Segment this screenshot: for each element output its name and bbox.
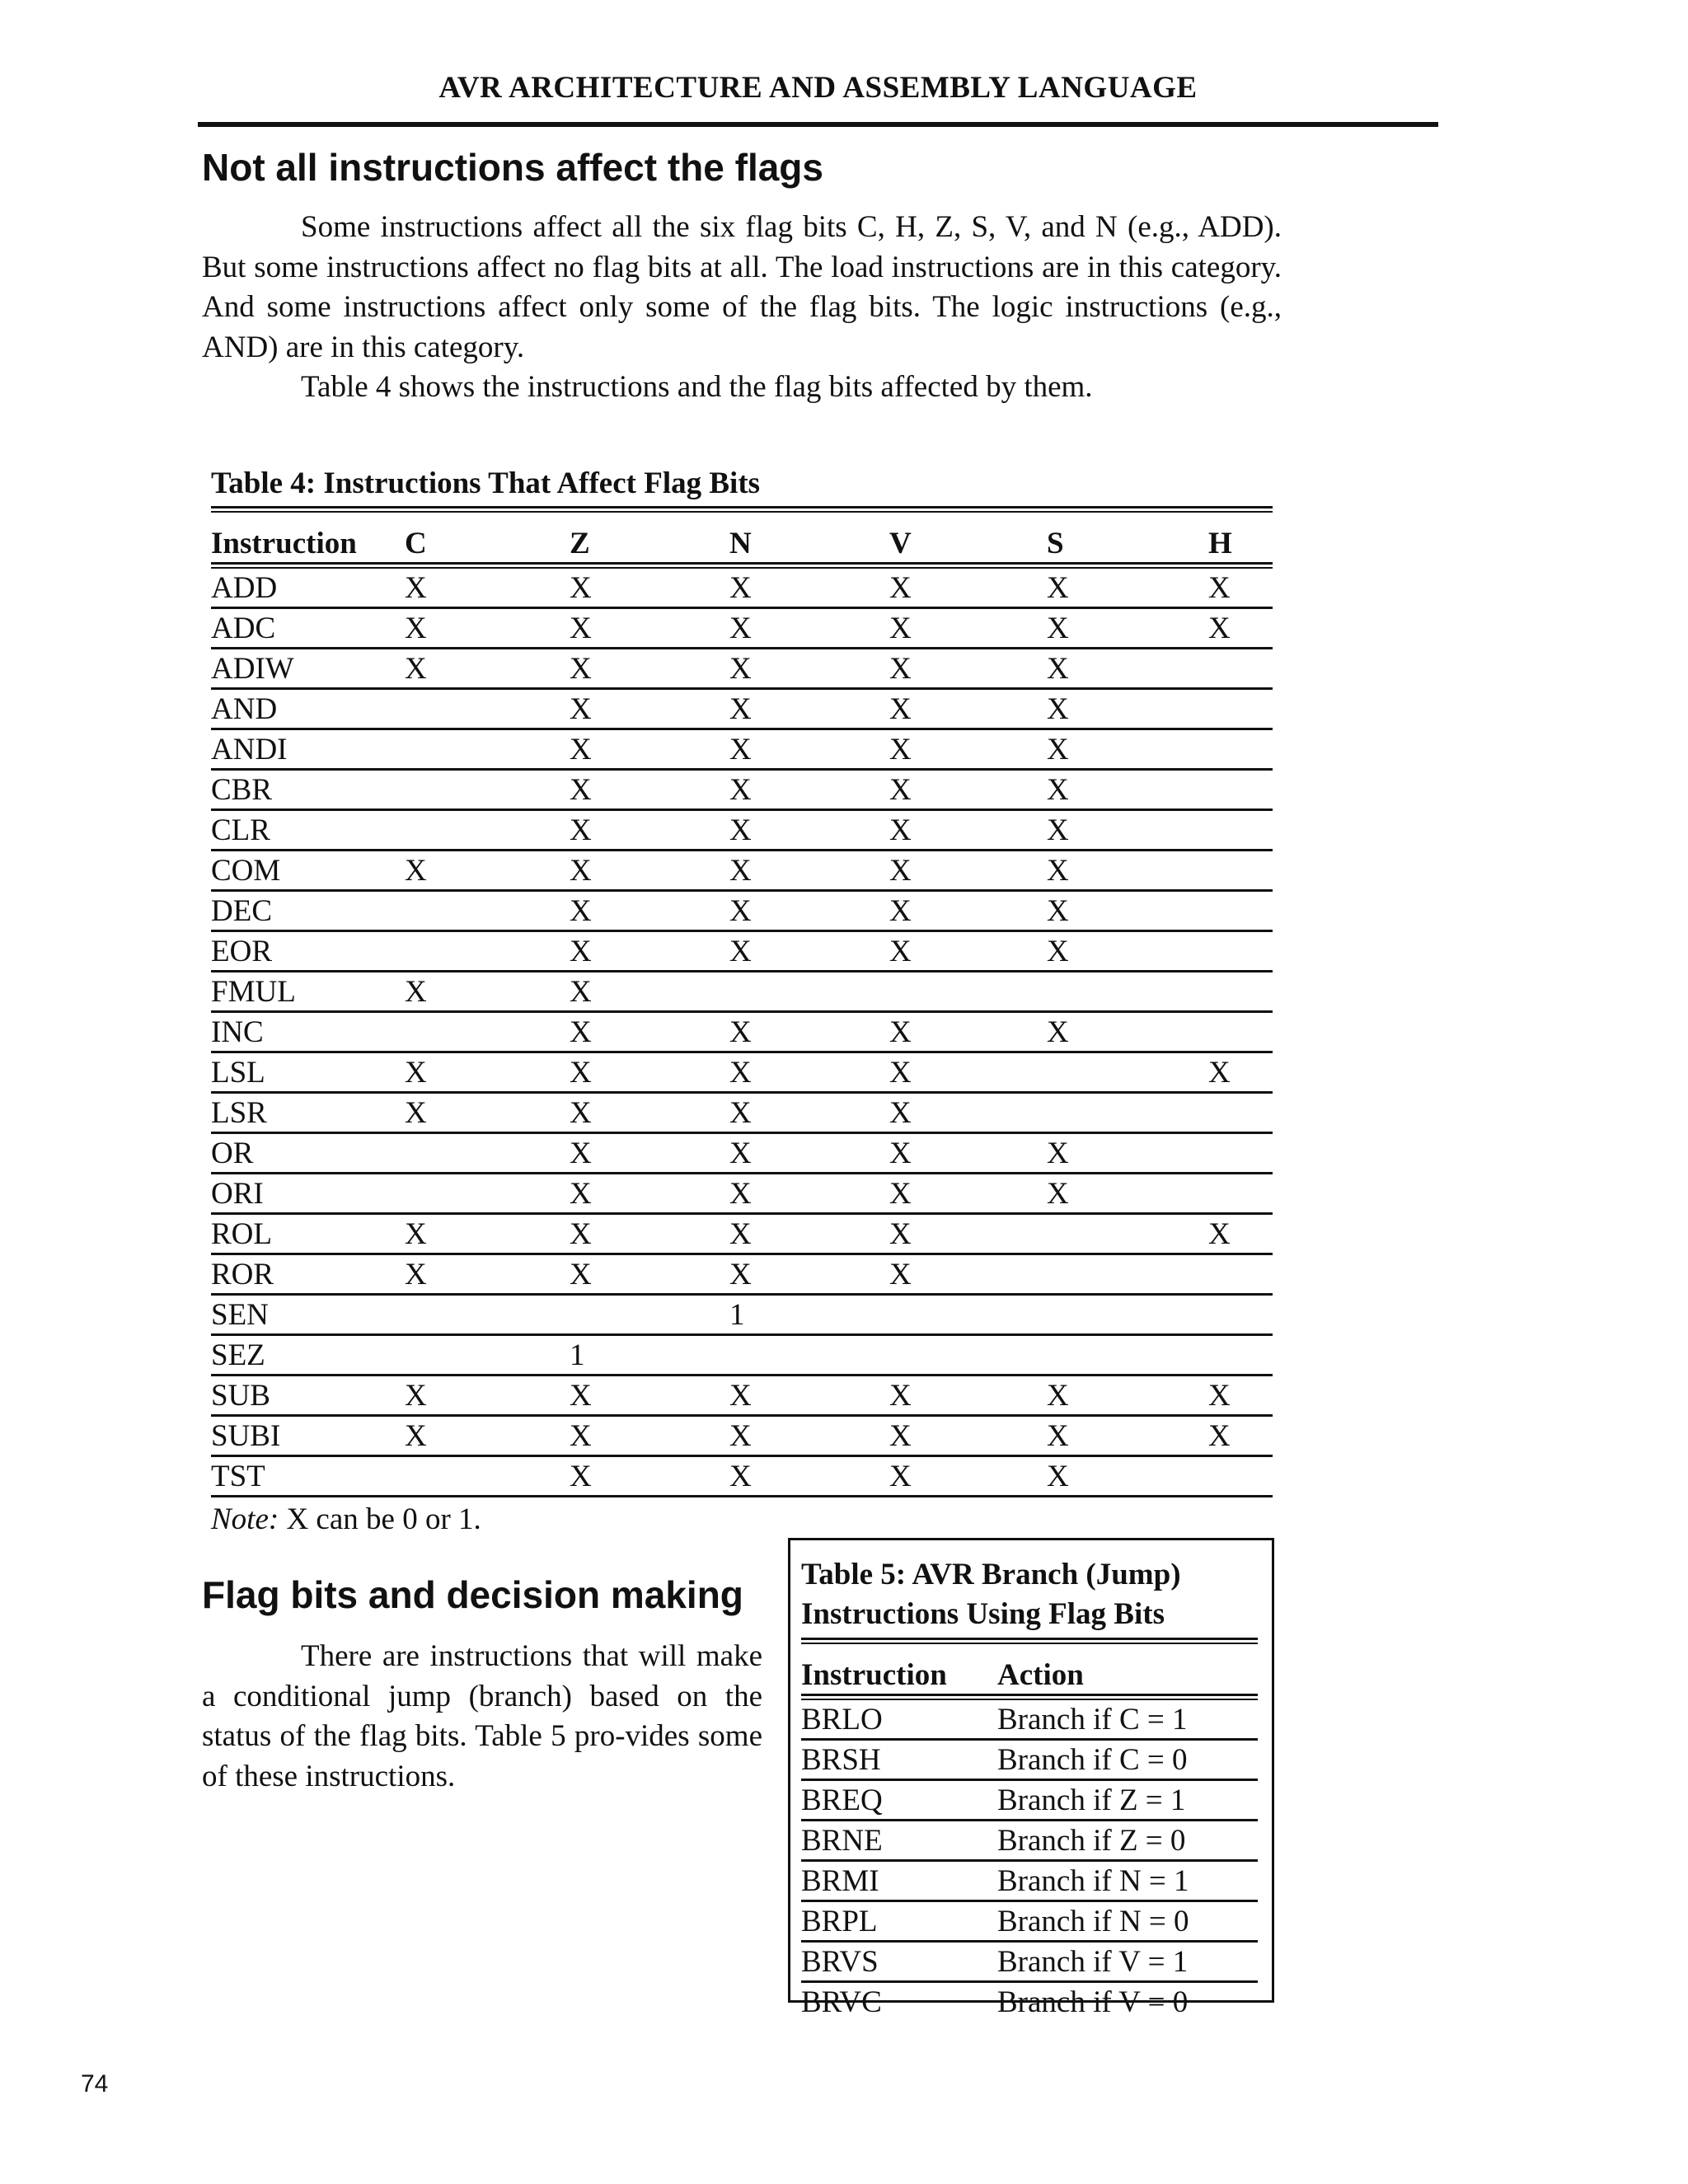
instruction-cell: ADIW bbox=[211, 652, 294, 686]
table-row bbox=[211, 1215, 1273, 1253]
instruction-cell: DEC bbox=[211, 894, 272, 928]
flag-cell: X bbox=[1047, 935, 1069, 968]
flag-cell: X bbox=[889, 854, 912, 888]
instruction-cell: BRVS bbox=[801, 1945, 879, 1979]
action-cell: Branch if N = 1 bbox=[997, 1864, 1189, 1898]
flag-cell: X bbox=[405, 652, 427, 686]
flag-cell: X bbox=[889, 1137, 912, 1170]
flag-cell: X bbox=[729, 612, 752, 645]
table-row bbox=[211, 569, 1273, 607]
flag-cell: X bbox=[1047, 813, 1069, 847]
table-row bbox=[801, 1983, 1258, 2021]
flag-cell: X bbox=[570, 894, 592, 928]
flag-cell: X bbox=[405, 1258, 427, 1291]
instruction-cell: BRMI bbox=[801, 1864, 879, 1898]
section-body-flags bbox=[202, 208, 1282, 408]
flag-cell: X bbox=[570, 1460, 592, 1493]
table-row bbox=[211, 892, 1273, 930]
table-5-header-row bbox=[801, 1656, 1258, 1694]
flag-cell: X bbox=[889, 1460, 912, 1493]
instruction-cell: EOR bbox=[211, 935, 272, 968]
paragraph: Some instructions affect all the six flag bits C, H, Z, S, V, and N (e.g., ADD). But some instructions affect no flag bits at all. The load instructions are in this category. And some instructions affect only some of the flag bits. The logic instructions (e.g., AND) are in this category. bbox=[202, 210, 1282, 364]
section-title-flags: Not all instructions affect the flags bbox=[202, 146, 823, 189]
table-row bbox=[211, 1134, 1273, 1172]
paragraph: There are instructions that will make a conditional jump (branch) based on the status of the flag bits. Table 5 pro-vides some of these instructions. bbox=[202, 1639, 762, 1793]
flag-cell: X bbox=[729, 894, 752, 928]
instruction-cell: ADD bbox=[211, 571, 278, 605]
flag-cell: X bbox=[889, 1177, 912, 1211]
flag-cell: X bbox=[1047, 894, 1069, 928]
flag-cell: X bbox=[729, 1460, 752, 1493]
header-rule bbox=[198, 122, 1438, 127]
instruction-cell: BRSH bbox=[801, 1743, 881, 1777]
flag-cell: X bbox=[729, 773, 752, 807]
flag-cell: X bbox=[729, 1056, 752, 1090]
table-row bbox=[211, 1094, 1273, 1132]
running-header: AVR ARCHITECTURE AND ASSEMBLY LANGUAGE bbox=[438, 71, 1198, 105]
flag-cell: X bbox=[570, 854, 592, 888]
instruction-cell: FMUL bbox=[211, 975, 296, 1009]
flag-cell: X bbox=[889, 1258, 912, 1291]
flag-cell: X bbox=[405, 1217, 427, 1251]
paragraph: Table 4 shows the instructions and the flag bits affected by them. bbox=[301, 370, 1093, 404]
instruction-cell: ORI bbox=[211, 1177, 264, 1211]
flag-cell: X bbox=[729, 733, 752, 766]
flag-cell: X bbox=[889, 1379, 912, 1413]
section-title-decision: Flag bits and decision making bbox=[202, 1573, 743, 1616]
table-row bbox=[211, 1255, 1273, 1293]
flag-cell: X bbox=[1208, 571, 1231, 605]
table-row bbox=[211, 609, 1273, 647]
table-4 bbox=[211, 468, 1273, 1535]
table-row bbox=[211, 932, 1273, 970]
table-row bbox=[211, 649, 1273, 687]
flag-cell: X bbox=[405, 975, 427, 1009]
flag-cell: X bbox=[570, 733, 592, 766]
table-row bbox=[211, 730, 1273, 768]
instruction-cell: CLR bbox=[211, 813, 270, 847]
table-row bbox=[211, 1417, 1273, 1455]
flag-cell: X bbox=[570, 1015, 592, 1049]
flag-cell: X bbox=[1208, 1217, 1231, 1251]
row-rule bbox=[211, 1495, 1273, 1497]
table-5-caption bbox=[801, 1555, 1258, 1634]
flag-cell: X bbox=[1047, 733, 1069, 766]
header-cell: C bbox=[405, 527, 427, 560]
flag-cell: X bbox=[729, 1217, 752, 1251]
instruction-cell: LSL bbox=[211, 1056, 265, 1090]
flag-cell: X bbox=[1047, 612, 1069, 645]
instruction-cell: SEN bbox=[211, 1298, 269, 1332]
table-5-box bbox=[788, 1538, 1274, 2019]
action-cell: Branch if V = 0 bbox=[997, 1985, 1189, 2019]
header-cell: Instruction bbox=[801, 1658, 947, 1692]
flag-cell: X bbox=[889, 692, 912, 726]
table-row bbox=[801, 1862, 1258, 1900]
instruction-cell: SEZ bbox=[211, 1338, 265, 1372]
flag-cell: X bbox=[889, 1015, 912, 1049]
flag-cell: X bbox=[729, 935, 752, 968]
flag-cell: X bbox=[729, 652, 752, 686]
table-row bbox=[211, 811, 1273, 849]
flag-cell: X bbox=[405, 1379, 427, 1413]
flag-cell: X bbox=[570, 773, 592, 807]
table-row bbox=[801, 1700, 1258, 1738]
flag-cell: X bbox=[1047, 773, 1069, 807]
flag-cell: X bbox=[729, 1015, 752, 1049]
table-row bbox=[801, 1943, 1258, 1980]
instruction-cell: COM bbox=[211, 854, 281, 888]
flag-cell: X bbox=[1047, 1015, 1069, 1049]
flag-cell: X bbox=[570, 612, 592, 645]
flag-cell: X bbox=[1047, 692, 1069, 726]
flag-cell: X bbox=[729, 1258, 752, 1291]
flag-cell: X bbox=[570, 571, 592, 605]
flag-cell: X bbox=[405, 612, 427, 645]
caption-line: Table 5: AVR Branch (Jump) bbox=[801, 1558, 1181, 1591]
instruction-cell: OR bbox=[211, 1137, 254, 1170]
flag-cell: X bbox=[405, 1056, 427, 1090]
instruction-cell: TST bbox=[211, 1460, 265, 1493]
table-row bbox=[801, 1741, 1258, 1779]
flag-cell: X bbox=[1208, 612, 1231, 645]
table-row bbox=[801, 1821, 1258, 1859]
flag-cell: X bbox=[570, 652, 592, 686]
instruction-cell: BRLO bbox=[801, 1703, 883, 1736]
flag-cell: X bbox=[570, 1177, 592, 1211]
table-row bbox=[211, 1336, 1273, 1374]
flag-cell: X bbox=[729, 1096, 752, 1130]
instruction-cell: BRVC bbox=[801, 1985, 882, 2019]
table-row bbox=[211, 1457, 1273, 1495]
header-cell: Instruction bbox=[211, 527, 357, 560]
flag-cell: X bbox=[570, 813, 592, 847]
table-row bbox=[801, 1902, 1258, 1940]
flag-cell: X bbox=[889, 652, 912, 686]
flag-cell: X bbox=[889, 612, 912, 645]
flag-cell: X bbox=[1047, 1137, 1069, 1170]
instruction-cell: SUB bbox=[211, 1379, 270, 1413]
flag-cell: X bbox=[889, 813, 912, 847]
flag-cell: X bbox=[1208, 1379, 1231, 1413]
flag-cell: X bbox=[889, 1096, 912, 1130]
flag-cell: X bbox=[1047, 1419, 1069, 1453]
table-row bbox=[211, 1013, 1273, 1051]
flag-cell: X bbox=[889, 571, 912, 605]
instruction-cell: CBR bbox=[211, 773, 273, 807]
flag-cell: X bbox=[570, 935, 592, 968]
table-4-header-row bbox=[211, 524, 1273, 562]
flag-cell: X bbox=[405, 854, 427, 888]
table-row bbox=[211, 690, 1273, 728]
table-4-caption-rule bbox=[211, 506, 1273, 513]
flag-cell: 1 bbox=[729, 1298, 745, 1332]
flag-cell: X bbox=[1047, 652, 1069, 686]
header-cell: H bbox=[1208, 527, 1232, 560]
flag-cell: X bbox=[570, 1137, 592, 1170]
table-row bbox=[211, 1376, 1273, 1414]
table-4-note bbox=[211, 1504, 1273, 1535]
flag-cell: X bbox=[1047, 571, 1069, 605]
caption-line: Instructions Using Flag Bits bbox=[801, 1597, 1165, 1631]
section-body-decision bbox=[202, 1637, 762, 1797]
header-cell: Z bbox=[570, 527, 590, 560]
flag-cell: X bbox=[570, 692, 592, 726]
table-5-caption-rule bbox=[801, 1638, 1258, 1644]
table-row bbox=[211, 1053, 1273, 1091]
flag-cell: X bbox=[729, 854, 752, 888]
table-row bbox=[211, 1174, 1273, 1212]
flag-cell: X bbox=[405, 571, 427, 605]
action-cell: Branch if V = 1 bbox=[997, 1945, 1189, 1979]
instruction-cell: BRPL bbox=[801, 1905, 878, 1938]
flag-cell: X bbox=[729, 692, 752, 726]
action-cell: Branch if N = 0 bbox=[997, 1905, 1189, 1938]
instruction-cell: ROL bbox=[211, 1217, 272, 1251]
flag-cell: 1 bbox=[570, 1338, 585, 1372]
flag-cell: X bbox=[1047, 1177, 1069, 1211]
flag-cell: X bbox=[570, 1096, 592, 1130]
table-5 bbox=[801, 1555, 1258, 2021]
instruction-cell: BREQ bbox=[801, 1783, 883, 1817]
table-row bbox=[211, 1296, 1273, 1333]
table-5-header-rule bbox=[801, 1694, 1258, 1700]
table-row bbox=[211, 771, 1273, 808]
table-4-header-rule bbox=[211, 562, 1273, 569]
flag-cell: X bbox=[405, 1096, 427, 1130]
flag-cell: X bbox=[889, 894, 912, 928]
instruction-cell: SUBI bbox=[211, 1419, 281, 1453]
action-cell: Branch if Z = 1 bbox=[997, 1783, 1186, 1817]
flag-cell: X bbox=[1208, 1056, 1231, 1090]
header-cell: N bbox=[729, 527, 752, 560]
flag-cell: X bbox=[889, 733, 912, 766]
flag-cell: X bbox=[729, 1137, 752, 1170]
instruction-cell: BRNE bbox=[801, 1824, 883, 1858]
flag-cell: X bbox=[1047, 1379, 1069, 1413]
flag-cell: X bbox=[889, 935, 912, 968]
flag-cell: X bbox=[570, 1258, 592, 1291]
flag-cell: X bbox=[570, 1217, 592, 1251]
note-label: Note: bbox=[211, 1502, 279, 1536]
table-4-body bbox=[211, 569, 1273, 1497]
flag-cell: X bbox=[729, 1419, 752, 1453]
instruction-cell: LSR bbox=[211, 1096, 267, 1130]
flag-cell: X bbox=[1047, 1460, 1069, 1493]
action-cell: Branch if C = 1 bbox=[997, 1703, 1188, 1736]
table-4-caption: Table 4: Instructions That Affect Flag Bits bbox=[211, 466, 761, 500]
flag-cell: X bbox=[729, 1379, 752, 1413]
instruction-cell: ANDI bbox=[211, 733, 288, 766]
flag-cell: X bbox=[729, 1177, 752, 1211]
action-cell: Branch if Z = 0 bbox=[997, 1824, 1186, 1858]
flag-cell: X bbox=[570, 1419, 592, 1453]
flag-cell: X bbox=[889, 1056, 912, 1090]
table-row bbox=[211, 851, 1273, 889]
table-row bbox=[801, 1781, 1258, 1819]
table-row bbox=[211, 972, 1273, 1010]
flag-cell: X bbox=[889, 773, 912, 807]
page-number: 74 bbox=[81, 2070, 109, 2097]
flag-cell: X bbox=[570, 1056, 592, 1090]
note-text: X can be 0 or 1. bbox=[279, 1502, 481, 1536]
instruction-cell: INC bbox=[211, 1015, 264, 1049]
instruction-cell: ROR bbox=[211, 1258, 274, 1291]
flag-cell: X bbox=[889, 1419, 912, 1453]
header-cell: V bbox=[889, 527, 912, 560]
flag-cell: X bbox=[1047, 854, 1069, 888]
flag-cell: X bbox=[570, 975, 592, 1009]
flag-cell: X bbox=[1208, 1419, 1231, 1453]
header-cell: Action bbox=[997, 1658, 1084, 1692]
instruction-cell: AND bbox=[211, 692, 278, 726]
flag-cell: X bbox=[405, 1419, 427, 1453]
flag-cell: X bbox=[729, 813, 752, 847]
instruction-cell: ADC bbox=[211, 612, 276, 645]
flag-cell: X bbox=[889, 1217, 912, 1251]
table-5-body bbox=[801, 1700, 1258, 2021]
flag-cell: X bbox=[729, 571, 752, 605]
header-cell: S bbox=[1047, 527, 1064, 560]
flag-cell: X bbox=[570, 1379, 592, 1413]
action-cell: Branch if C = 0 bbox=[997, 1743, 1188, 1777]
